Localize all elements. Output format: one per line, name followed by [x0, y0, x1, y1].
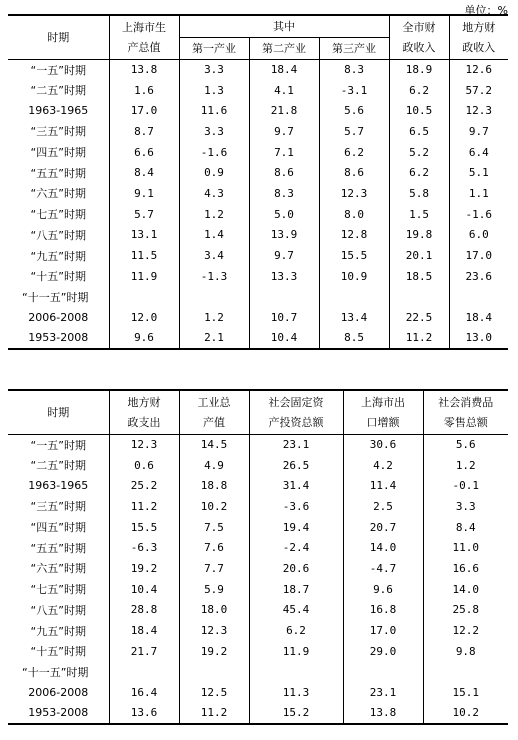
value-cell: 15.5: [319, 245, 389, 266]
value-cell: 20.6: [249, 558, 343, 579]
value-cell: 17.0: [343, 620, 423, 641]
table-row: [8, 204, 508, 225]
header2-industrial-output-line1: 工业总: [197, 396, 231, 410]
period-cell: “一五”时期: [30, 63, 86, 77]
table-row: [8, 328, 508, 349]
value-cell: 18.7: [249, 579, 343, 600]
period-cell: 1963-1965: [28, 104, 89, 118]
value-cell: 1.2: [179, 204, 249, 225]
table-row: [8, 703, 508, 724]
table-row: [8, 121, 508, 142]
value-cell: -6.3: [109, 537, 179, 558]
value-cell: 5.6: [319, 100, 389, 121]
value-cell: 8.4: [423, 517, 508, 538]
value-cell: 16.6: [423, 558, 508, 579]
header-local-revenue: [449, 15, 508, 59]
value-cell: 57.2: [449, 80, 508, 101]
value-cell: [389, 287, 449, 308]
value-cell: 18.9: [389, 59, 449, 80]
value-cell: 13.8: [343, 703, 423, 724]
header-tertiary: 第三产业: [319, 37, 389, 59]
period-cell: 2006-2008: [28, 686, 89, 700]
period-cell: “四五”时期: [30, 146, 86, 160]
header2-retail-sales-line2: 零售总额: [443, 416, 488, 430]
value-cell: [319, 287, 389, 308]
table-row: [8, 183, 508, 204]
value-cell: 12.3: [179, 620, 249, 641]
value-cell: 10.2: [423, 703, 508, 724]
value-cell: 12.3: [449, 100, 508, 121]
value-cell: 13.1: [109, 225, 179, 246]
value-cell: 6.2: [389, 162, 449, 183]
value-cell: 9.6: [109, 328, 179, 349]
value-cell: 12.0: [109, 307, 179, 328]
table-row: [8, 434, 508, 455]
value-cell: [343, 662, 423, 683]
period-cell: “一五”时期: [30, 438, 86, 452]
header-gdp: [109, 15, 179, 59]
value-cell: 28.8: [109, 600, 179, 621]
table-row: [8, 307, 508, 328]
period-cell: “三五”时期: [30, 500, 86, 514]
value-cell: 23.1: [249, 434, 343, 455]
value-cell: 20.7: [343, 517, 423, 538]
value-cell: [109, 662, 179, 683]
value-cell: 8.3: [249, 183, 319, 204]
value-cell: 5.2: [389, 142, 449, 163]
value-cell: 11.2: [389, 328, 449, 349]
value-cell: 14.5: [179, 434, 249, 455]
value-cell: 29.0: [343, 641, 423, 662]
period-cell: “八五”时期: [30, 603, 86, 617]
value-cell: 4.2: [343, 455, 423, 476]
value-cell: 18.0: [179, 600, 249, 621]
value-cell: [423, 662, 508, 683]
value-cell: 5.7: [319, 121, 389, 142]
period-cell: “九五”时期: [30, 624, 86, 638]
value-cell: 10.5: [389, 100, 449, 121]
value-cell: 4.1: [249, 80, 319, 101]
value-cell: 6.6: [109, 142, 179, 163]
value-cell: 8.6: [249, 162, 319, 183]
value-cell: -1.6: [179, 142, 249, 163]
value-cell: 18.4: [109, 620, 179, 641]
header2-local-expenditure-line2: 政支出: [127, 416, 161, 430]
value-cell: 10.2: [179, 496, 249, 517]
table-row: [8, 558, 508, 579]
value-cell: 1.3: [179, 80, 249, 101]
header2-fixed-investment: [249, 390, 343, 434]
value-cell: 6.0: [449, 225, 508, 246]
period-cell: “七五”时期: [30, 208, 86, 222]
value-cell: 18.8: [179, 475, 249, 496]
value-cell: 25.2: [109, 475, 179, 496]
table-1-body: [8, 59, 508, 349]
value-cell: 20.1: [389, 245, 449, 266]
header2-retail-sales-line1: 社会消费品: [438, 396, 494, 410]
value-cell: 21.7: [109, 641, 179, 662]
value-cell: 5.8: [389, 183, 449, 204]
header-city-revenue-line1: 全市财: [402, 21, 436, 35]
period-cell: 1963-1965: [28, 479, 89, 493]
period-cell: “四五”时期: [30, 521, 86, 535]
value-cell: 19.8: [389, 225, 449, 246]
value-cell: 16.8: [343, 600, 423, 621]
value-cell: 1.2: [423, 455, 508, 476]
value-cell: [109, 287, 179, 308]
value-cell: 6.2: [319, 142, 389, 163]
value-cell: 13.8: [109, 59, 179, 80]
value-cell: 7.1: [249, 142, 319, 163]
value-cell: -3.1: [319, 80, 389, 101]
table-row: [8, 600, 508, 621]
value-cell: 9.1: [109, 183, 179, 204]
header2-industrial-output-line2: 产值: [203, 416, 225, 430]
value-cell: -2.4: [249, 537, 343, 558]
table-row: [8, 496, 508, 517]
header-among: 其中: [179, 15, 389, 37]
table-row: [8, 537, 508, 558]
value-cell: 1.5: [389, 204, 449, 225]
value-cell: 4.3: [179, 183, 249, 204]
table-row: [8, 225, 508, 246]
value-cell: 8.7: [109, 121, 179, 142]
table-row: [8, 620, 508, 641]
value-cell: [179, 662, 249, 683]
header2-fixed-investment-line1: 社会固定资: [268, 396, 324, 410]
value-cell: -0.1: [423, 475, 508, 496]
value-cell: 18.4: [449, 307, 508, 328]
table-row: [8, 59, 508, 80]
value-cell: 8.3: [319, 59, 389, 80]
period-cell: “三五”时期: [30, 125, 86, 139]
period-cell: “二五”时期: [30, 459, 86, 473]
value-cell: [249, 662, 343, 683]
header2-exports-line1: 上海市出: [361, 396, 405, 410]
table-row: [8, 80, 508, 101]
value-cell: 17.0: [109, 100, 179, 121]
value-cell: 12.5: [179, 682, 249, 703]
value-cell: 11.4: [343, 475, 423, 496]
value-cell: 13.9: [249, 225, 319, 246]
value-cell: 1.6: [109, 80, 179, 101]
value-cell: 22.5: [389, 307, 449, 328]
value-cell: 10.9: [319, 266, 389, 287]
value-cell: 17.0: [449, 245, 508, 266]
period-cell: 2006-2008: [28, 311, 89, 325]
value-cell: 5.6: [423, 434, 508, 455]
value-cell: 2.1: [179, 328, 249, 349]
value-cell: 11.6: [179, 100, 249, 121]
period-cell: “十一五”时期: [22, 290, 89, 304]
value-cell: 6.5: [389, 121, 449, 142]
table-2-body: [8, 434, 508, 724]
value-cell: 12.3: [109, 434, 179, 455]
header-gdp-line2: 产总值: [127, 41, 161, 55]
value-cell: 13.6: [109, 703, 179, 724]
value-cell: 10.4: [109, 579, 179, 600]
value-cell: 9.8: [423, 641, 508, 662]
value-cell: 8.4: [109, 162, 179, 183]
value-cell: 13.4: [319, 307, 389, 328]
value-cell: 9.7: [249, 121, 319, 142]
period-cell: “八五”时期: [30, 228, 86, 242]
value-cell: [449, 287, 508, 308]
table-row: [8, 455, 508, 476]
table-row: [8, 287, 508, 308]
value-cell: 8.0: [319, 204, 389, 225]
table-row: [8, 579, 508, 600]
value-cell: 9.7: [449, 121, 508, 142]
value-cell: 3.3: [179, 121, 249, 142]
value-cell: 18.4: [249, 59, 319, 80]
header2-industrial-output: [179, 390, 249, 434]
header2-local-expenditure-line1: 地方财: [127, 396, 161, 410]
value-cell: 7.6: [179, 537, 249, 558]
value-cell: 16.4: [109, 682, 179, 703]
period-cell: “十五”时期: [30, 645, 86, 659]
value-cell: 10.4: [249, 328, 319, 349]
value-cell: 18.5: [389, 266, 449, 287]
header-local-revenue-line2: 政收入: [462, 41, 496, 55]
value-cell: 14.0: [423, 579, 508, 600]
value-cell: 12.6: [449, 59, 508, 80]
table-row: [8, 245, 508, 266]
value-cell: 2.5: [343, 496, 423, 517]
value-cell: 3.3: [423, 496, 508, 517]
value-cell: 11.2: [179, 703, 249, 724]
value-cell: 23.6: [449, 266, 508, 287]
value-cell: 9.6: [343, 579, 423, 600]
unit-label: 单位：%: [464, 4, 508, 17]
value-cell: 6.2: [249, 620, 343, 641]
period-cell: 1953-2008: [28, 331, 89, 345]
value-cell: 12.3: [319, 183, 389, 204]
period-cell: “五五”时期: [30, 541, 86, 555]
value-cell: -1.6: [449, 204, 508, 225]
table-row: [8, 266, 508, 287]
table-row: [8, 641, 508, 662]
header-secondary: 第二产业: [249, 37, 319, 59]
table-row: [8, 662, 508, 683]
value-cell: 5.0: [249, 204, 319, 225]
value-cell: 21.8: [249, 100, 319, 121]
header2-retail-sales: [423, 390, 508, 434]
value-cell: 13.3: [249, 266, 319, 287]
period-cell: 1953-2008: [28, 706, 89, 720]
value-cell: 12.8: [319, 225, 389, 246]
header2-exports: [343, 390, 423, 434]
value-cell: 11.9: [109, 266, 179, 287]
value-cell: 7.7: [179, 558, 249, 579]
value-cell: 6.4: [449, 142, 508, 163]
table-row: [8, 142, 508, 163]
value-cell: 11.0: [423, 537, 508, 558]
value-cell: 0.6: [109, 455, 179, 476]
value-cell: 4.9: [179, 455, 249, 476]
table-row: [8, 682, 508, 703]
table-row: [8, 517, 508, 538]
value-cell: 5.1: [449, 162, 508, 183]
value-cell: 15.5: [109, 517, 179, 538]
value-cell: 30.6: [343, 434, 423, 455]
value-cell: 11.9: [249, 641, 343, 662]
value-cell: 5.9: [179, 579, 249, 600]
header-local-revenue-line1: 地方财: [462, 21, 496, 35]
period-cell: “九五”时期: [30, 249, 86, 263]
period-cell: “十一五”时期: [22, 665, 89, 679]
value-cell: 15.1: [423, 682, 508, 703]
header2-period: 时期: [8, 390, 109, 434]
period-cell: “七五”时期: [30, 583, 86, 597]
growth-table-2: [8, 389, 508, 725]
value-cell: 1.2: [179, 307, 249, 328]
value-cell: 12.2: [423, 620, 508, 641]
value-cell: 11.2: [109, 496, 179, 517]
value-cell: 6.2: [389, 80, 449, 101]
value-cell: 25.8: [423, 600, 508, 621]
value-cell: 8.5: [319, 328, 389, 349]
value-cell: 9.7: [249, 245, 319, 266]
header-primary: 第一产业: [179, 37, 249, 59]
value-cell: 23.1: [343, 682, 423, 703]
period-cell: “二五”时期: [30, 84, 86, 98]
table-row: [8, 162, 508, 183]
table-row: [8, 100, 508, 121]
table-row: [8, 475, 508, 496]
value-cell: 13.0: [449, 328, 508, 349]
value-cell: 14.0: [343, 537, 423, 558]
value-cell: 7.5: [179, 517, 249, 538]
value-cell: 19.2: [109, 558, 179, 579]
value-cell: 19.2: [179, 641, 249, 662]
header-city-revenue: [389, 15, 449, 59]
header-gdp-line1: 上海市生: [122, 21, 166, 35]
value-cell: 19.4: [249, 517, 343, 538]
value-cell: 5.7: [109, 204, 179, 225]
value-cell: 1.4: [179, 225, 249, 246]
value-cell: 31.4: [249, 475, 343, 496]
period-cell: “六五”时期: [30, 562, 86, 576]
header-city-revenue-line2: 政收入: [402, 41, 436, 55]
value-cell: 1.1: [449, 183, 508, 204]
period-cell: “十五”时期: [30, 270, 86, 284]
value-cell: [179, 287, 249, 308]
period-cell: “五五”时期: [30, 166, 86, 180]
value-cell: 3.3: [179, 59, 249, 80]
value-cell: [249, 287, 319, 308]
header2-fixed-investment-line2: 产投资总额: [268, 416, 324, 430]
value-cell: 11.3: [249, 682, 343, 703]
growth-table-1: [8, 14, 508, 350]
value-cell: 45.4: [249, 600, 343, 621]
period-cell: “六五”时期: [30, 187, 86, 201]
value-cell: 10.7: [249, 307, 319, 328]
value-cell: 3.4: [179, 245, 249, 266]
value-cell: 26.5: [249, 455, 343, 476]
value-cell: 11.5: [109, 245, 179, 266]
value-cell: -1.3: [179, 266, 249, 287]
value-cell: -3.6: [249, 496, 343, 517]
header2-local-expenditure: [109, 390, 179, 434]
value-cell: 8.6: [319, 162, 389, 183]
value-cell: 0.9: [179, 162, 249, 183]
header2-exports-line2: 口增额: [366, 416, 400, 430]
header-period: 时期: [8, 15, 109, 59]
value-cell: -4.7: [343, 558, 423, 579]
value-cell: 15.2: [249, 703, 343, 724]
